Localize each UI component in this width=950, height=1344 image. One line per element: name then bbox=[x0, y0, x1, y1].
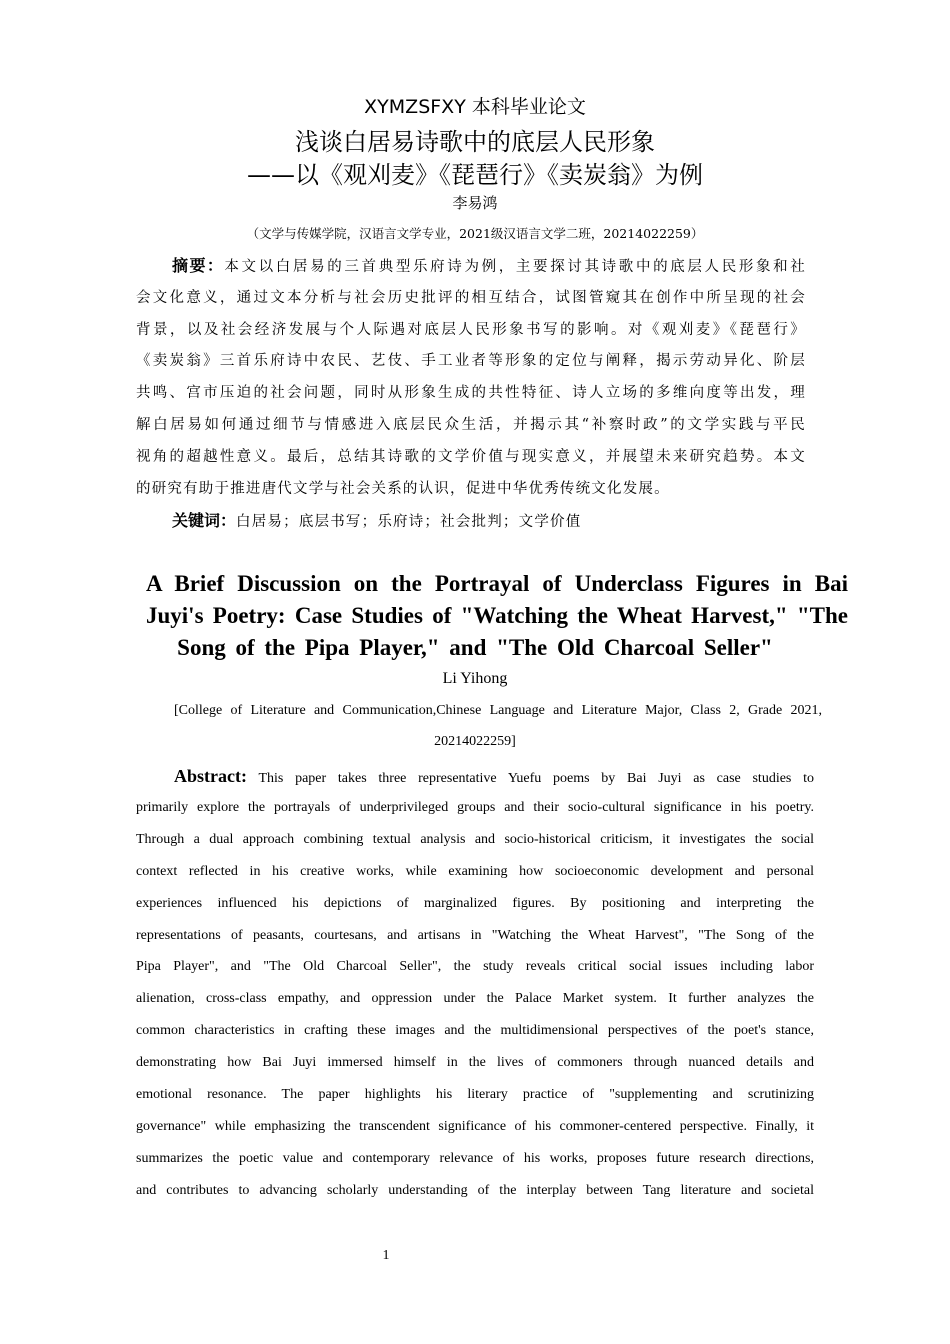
keywords-zh bbox=[136, 511, 806, 532]
abstract-zh-text: 的研究有助于推进唐代文学与社会关系的认识，促进中华优秀传统文化发展。 bbox=[136, 480, 670, 497]
abstract-zh-line bbox=[136, 288, 806, 308]
abstract-zh-label: 摘要： bbox=[172, 256, 225, 275]
author-en: Li Yihong bbox=[442, 670, 508, 687]
abstract-en-text: Pipa Player", and "The Old Charcoal Seller", the study reveals critical social issues including labor bbox=[136, 959, 814, 975]
affiliation-zh: （文学与传媒学院，汉语言文学专业，2021级汉语言文学二班，20214022259） bbox=[246, 226, 704, 241]
abstract-zh-text: 共鸣、宫市压迫的社会问题，同时从形象生成的共性特征、诗人立场的多维向度等出发，理 bbox=[136, 385, 806, 402]
abstract-zh-line bbox=[136, 383, 806, 403]
page-number: 1 bbox=[382, 1248, 390, 1263]
abstract-en-text: alienation, cross-class empathy, and oppression under the Palace Market system. It further analyzes the bbox=[136, 991, 814, 1007]
abstract-zh-text: 会文化意义，通过文本分析与社会历史批评的相互结合，试图管窥其在创作中所呈现的社会 bbox=[136, 289, 806, 306]
abstract-en-text: experiences influenced his depictions of marginalized figures. By positioning and interpreting the bbox=[136, 895, 814, 911]
abstract-en-text: governance" while emphasizing the transcendent significance of his commoner-centered perspective. Finally, it bbox=[136, 1118, 814, 1134]
abstract-en-line bbox=[136, 862, 814, 882]
abstract-zh-line bbox=[136, 351, 806, 371]
abstract-en-text: common characteristics in crafting these images and the multidimensional perspectives of the poet's stance, bbox=[136, 1023, 814, 1039]
abstract-en-label: Abstract: bbox=[174, 766, 247, 786]
abstract-en-text: This paper takes three representative Yuefu poems by Bai Juyi as case studies to bbox=[258, 771, 814, 786]
abstract-zh-line bbox=[136, 256, 806, 277]
abstract-en-text: demonstrating how Bai Juyi immersed himself in the lives of commoners through nuanced details and bbox=[136, 1055, 814, 1071]
abstract-en-line bbox=[136, 1085, 814, 1105]
abstract-en-line bbox=[174, 766, 814, 789]
abstract-en-line bbox=[136, 894, 814, 914]
abstract-en-line bbox=[136, 989, 814, 1009]
abstract-en-line bbox=[136, 1117, 814, 1137]
abstract-en-line bbox=[136, 1149, 814, 1169]
abstract-zh-text: 解白居易如何通过细节与情感进入底层民众生活，并揭示其“补察时政”的文学实践与平民 bbox=[136, 417, 806, 433]
title-zh-line-2: ——以《观刈麦》《琵琶行》《卖炭翁》为例 bbox=[247, 161, 703, 189]
title-en-line-3: Song of the Pipa Player," and "The Old Charcoal Seller" bbox=[177, 635, 773, 660]
affiliation-en-line-2: 20214022259] bbox=[434, 734, 516, 749]
abstract-en-text: primarily explore the portrayals of underprivileged groups and their socio-cultural significance in his poetry. bbox=[136, 799, 814, 815]
abstract-en-text: summarizes the poetic value and contemporary relevance of his works, proposes future research directions, bbox=[136, 1150, 814, 1166]
abstract-zh-line bbox=[136, 320, 806, 340]
keywords-zh-label: 关键词： bbox=[172, 511, 237, 530]
author-zh: 李易鸿 bbox=[452, 194, 498, 212]
document-header: XYMZSFXY 本科毕业论文 bbox=[364, 96, 586, 118]
abstract-en-line bbox=[136, 1053, 814, 1073]
abstract-en-line bbox=[136, 926, 814, 946]
abstract-zh-text: 本文以白居易的三首典型乐府诗为例，主要探讨其诗歌中的底层人民形象和社 bbox=[224, 259, 806, 275]
abstract-en-line bbox=[136, 1181, 814, 1201]
abstract-zh-text: 视角的超越性意义。最后，总结其诗歌的文学价值与现实意义，并展望未来研究趋势。本文 bbox=[136, 448, 806, 465]
abstract-zh-line bbox=[136, 479, 806, 499]
abstract-zh-line bbox=[136, 415, 806, 435]
abstract-en-text: Through a dual approach combining textual analysis and socio-historical criticism, it investigates the social bbox=[136, 831, 814, 847]
title-en-line-2: Juyi's Poetry: Case Studies of "Watching the Wheat Harvest," "The bbox=[146, 603, 848, 628]
abstract-zh-text: 《卖炭翁》三首乐府诗中农民、艺伎、手工业者等形象的定位与阐释，揭示劳动异化、阶层 bbox=[136, 353, 806, 370]
abstract-zh-text: 背景，以及社会经济发展与个人际遇对底层人民形象书写的影响。对《观刈麦》《琵琶行》 bbox=[136, 321, 806, 338]
abstract-en-text: emotional resonance. The paper highlights his literary practice of "supplementing and scrutinizing bbox=[136, 1087, 814, 1102]
abstract-en-line bbox=[136, 830, 814, 850]
keywords-zh-text: 白居易；底层书写；乐府诗；社会批判；文学价值 bbox=[236, 514, 582, 530]
abstract-en-line bbox=[136, 957, 814, 977]
abstract-en-line bbox=[136, 798, 814, 818]
abstract-en-text: and contributes to advancing scholarly understanding of the interplay between Tang literature and societal bbox=[136, 1182, 814, 1198]
title-zh-line-1: 浅谈白居易诗歌中的底层人民形象 bbox=[295, 128, 655, 156]
title-en-line-1: A Brief Discussion on the Portrayal of Underclass Figures in Bai bbox=[146, 571, 848, 596]
abstract-en-text: representations of peasants, courtesans, and artisans in "Watching the Wheat Harvest", "The Song of the bbox=[136, 927, 814, 943]
abstract-en-line bbox=[136, 1021, 814, 1041]
affiliation-en-line-1: [College of Literature and Communication,Chinese Language and Literature Major, Class 2, Grade 2021, bbox=[174, 703, 822, 718]
abstract-zh-line bbox=[136, 447, 806, 467]
abstract-en-text: context reflected in his creative works, while examining how socioeconomic development and personal bbox=[136, 863, 814, 879]
